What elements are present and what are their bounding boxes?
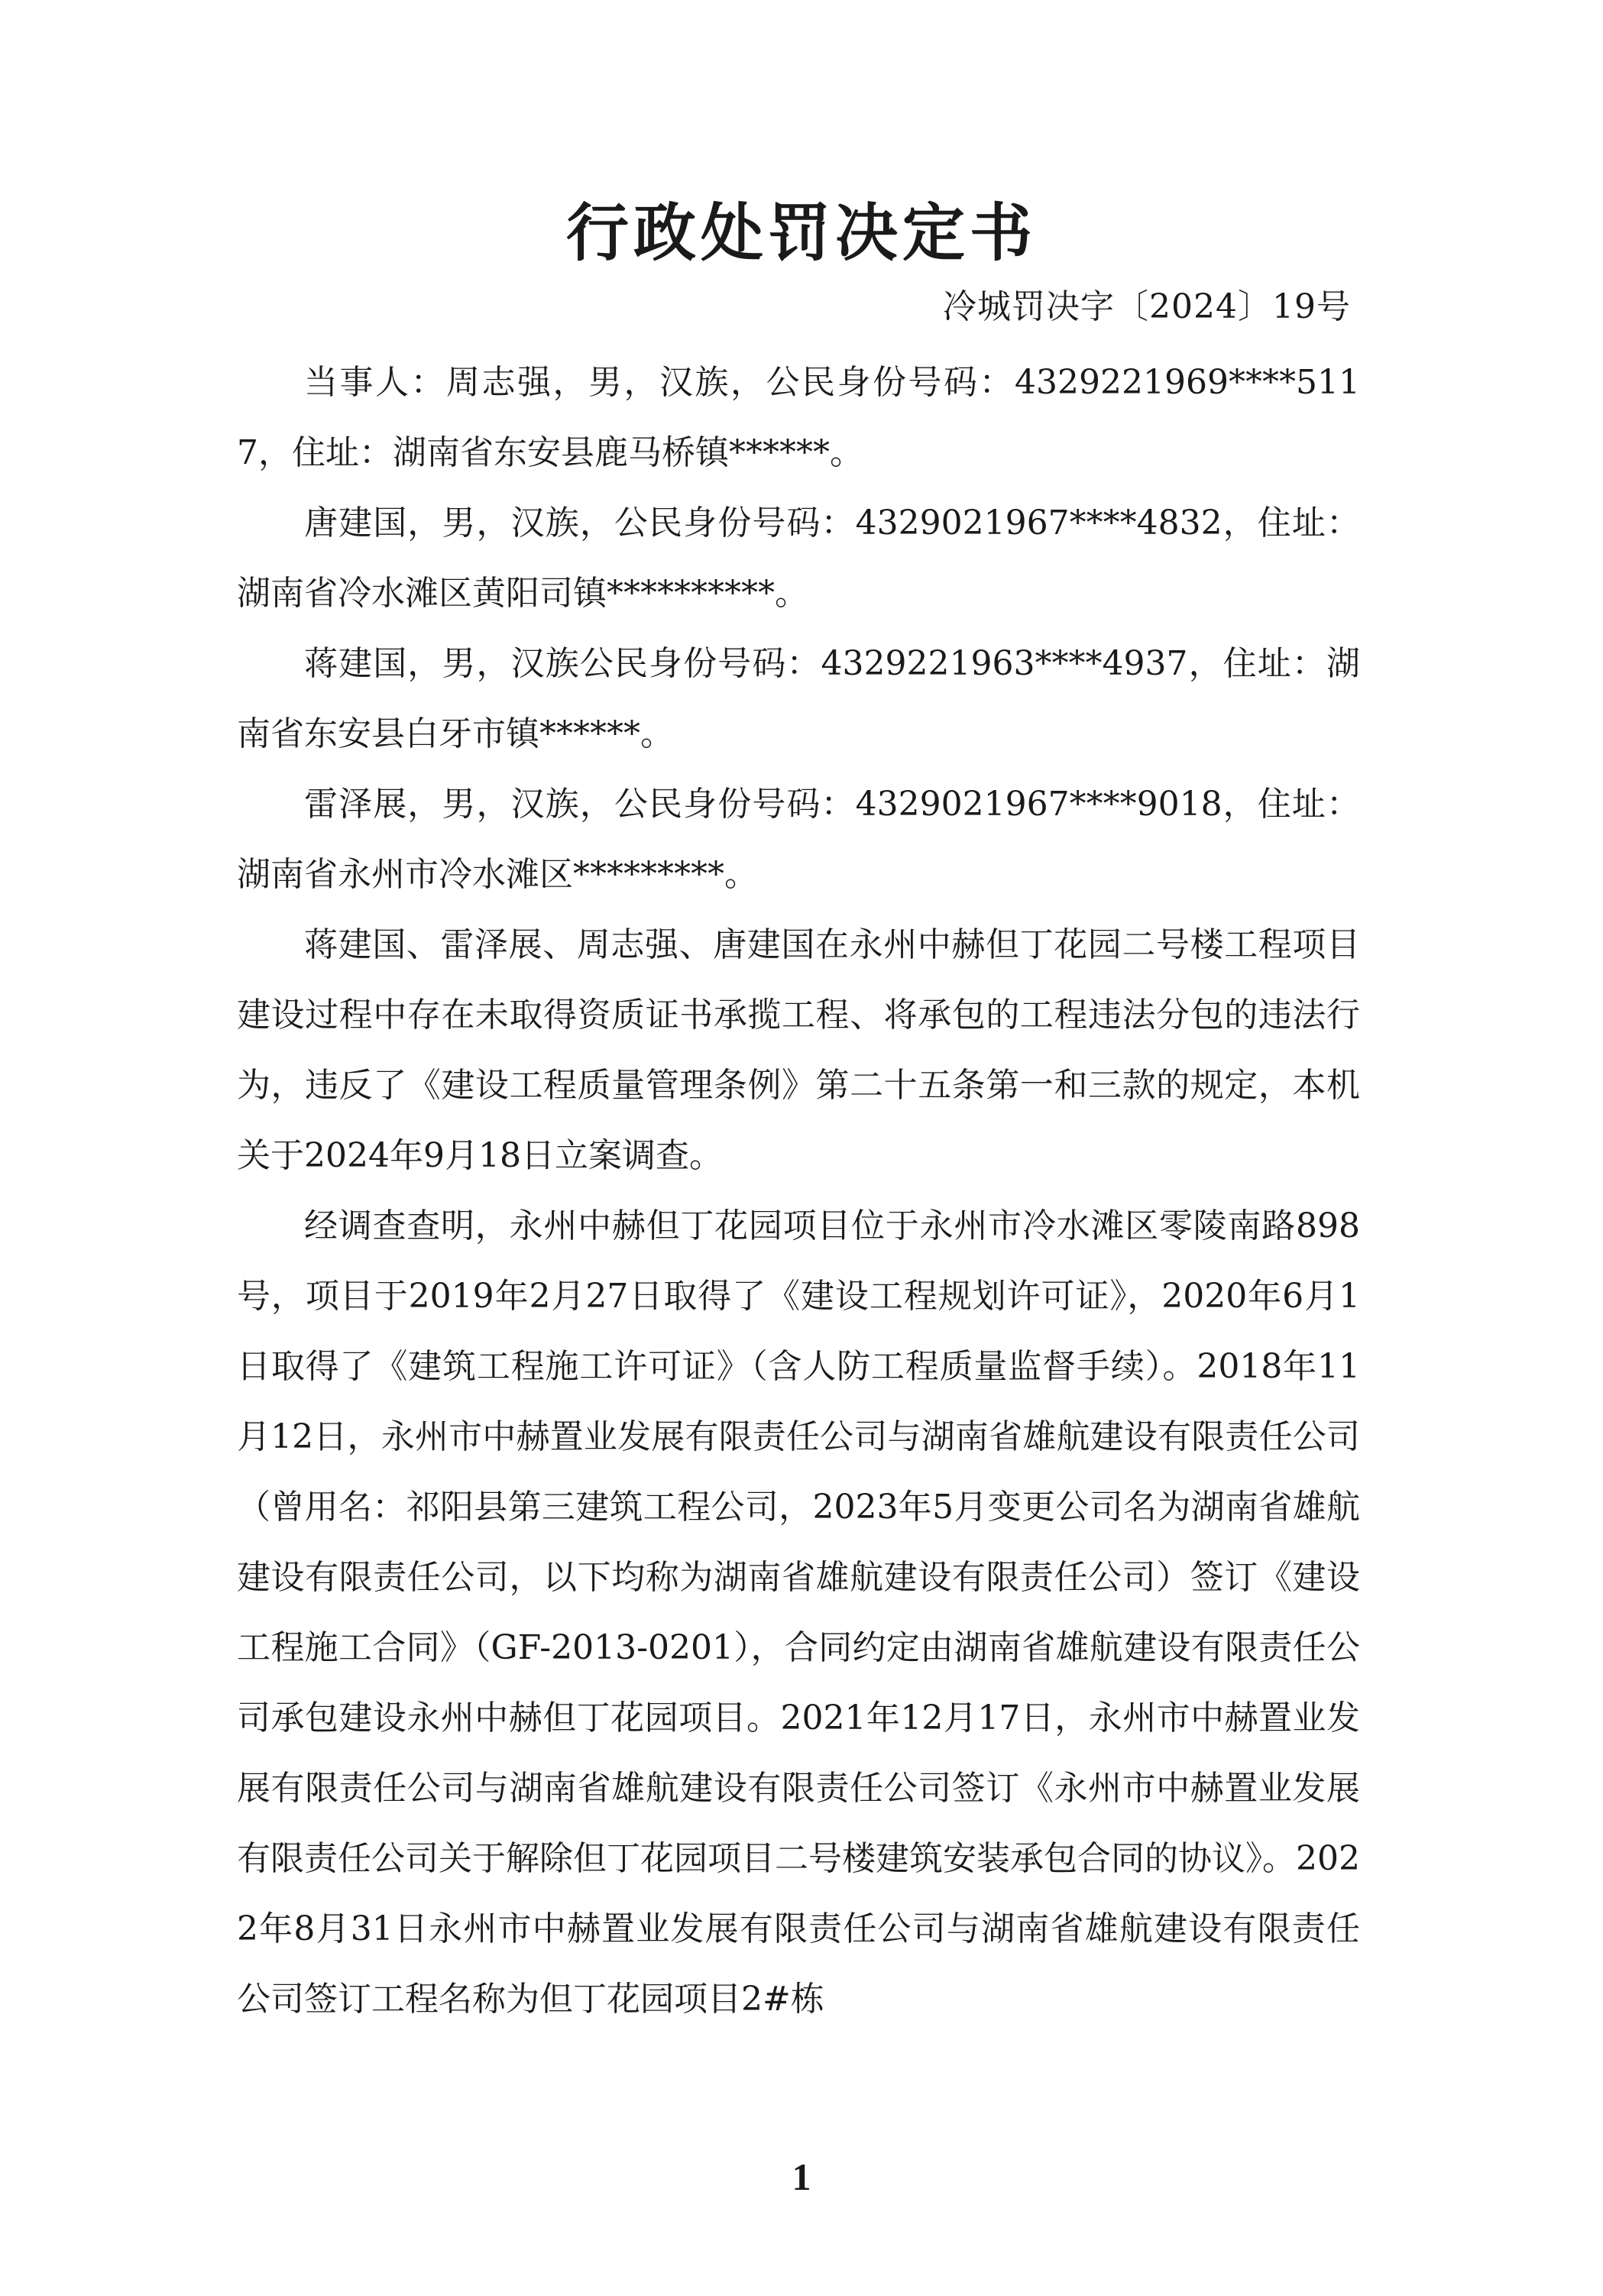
document-title: 行政处罚决定书 — [565, 196, 1037, 270]
party-paragraph: 雷泽展，男，汉族，公民身份号码：4329021967****9018，住址：湖南省永州市冷水滩区*********。 — [237, 785, 1360, 894]
document-number: 冷城罚决字〔2024〕19号 — [943, 287, 1351, 326]
party-paragraph: 蒋建国，男，汉族公民身份号码：4329221963****4937，住址：湖南省东安县白牙市镇******。 — [237, 644, 1360, 753]
page-number: 1 — [792, 2155, 811, 2198]
party-paragraph: 当事人：周志强，男，汉族，公民身份号码：4329221969****5117，住址：湖南省东安县鹿马桥镇******。 — [237, 363, 1360, 472]
facts-paragraph: 蒋建国、雷泽展、周志强、唐建国在永州中赫但丁花园二号楼工程项目建设过程中存在未取得资质证书承揽工程、将承包的工程违法分包的违法行为，违反了《建设工程质量管理条例》第二十五条第一和三款的规定，本机关于2024年9月18日立案调查。 — [237, 925, 1360, 1175]
document-body — [237, 348, 1360, 2035]
party-paragraph: 唐建国，男，汉族，公民身份号码：4329021967****4832，住址：湖南省冷水滩区黄阳司镇**********。 — [237, 504, 1360, 613]
investigation-paragraph: 经调查查明，永州中赫但丁花园项目位于永州市冷水滩区零陵南路898号，项目于2019年2月27日取得了《建设工程规划许可证》，2020年6月1日取得了《建筑工程施工许可证》（含人防工程质量监督手续）。2018年11月12日，永州市中赫置业发展有限责任公司与湖南省雄航建设有限责任公司（曾用名：祁阳县第三建筑工程公司，2023年5月变更公司名为湖南省雄航建设有限责任公司，以下均称为湖南省雄航建设有限责任公司）签订《建设工程施工合同》（GF-2013-0201），合同约定由湖南省雄航建设有限责任公司承包建设永州中赫但丁花园项目。2021年12月17日，永州市中赫置业发展有限责任公司与湖南省雄航建设有限责任公司签订《永州市中赫置业发展有限责任公司关于解除但丁花园项目二号楼建筑安装承包合同的协议》。2022年8月31日永州市中赫置业发展有限责任公司与湖南省雄航建设有限责任公司签订工程名称为但丁花园项目2#栋 — [237, 1206, 1360, 2019]
